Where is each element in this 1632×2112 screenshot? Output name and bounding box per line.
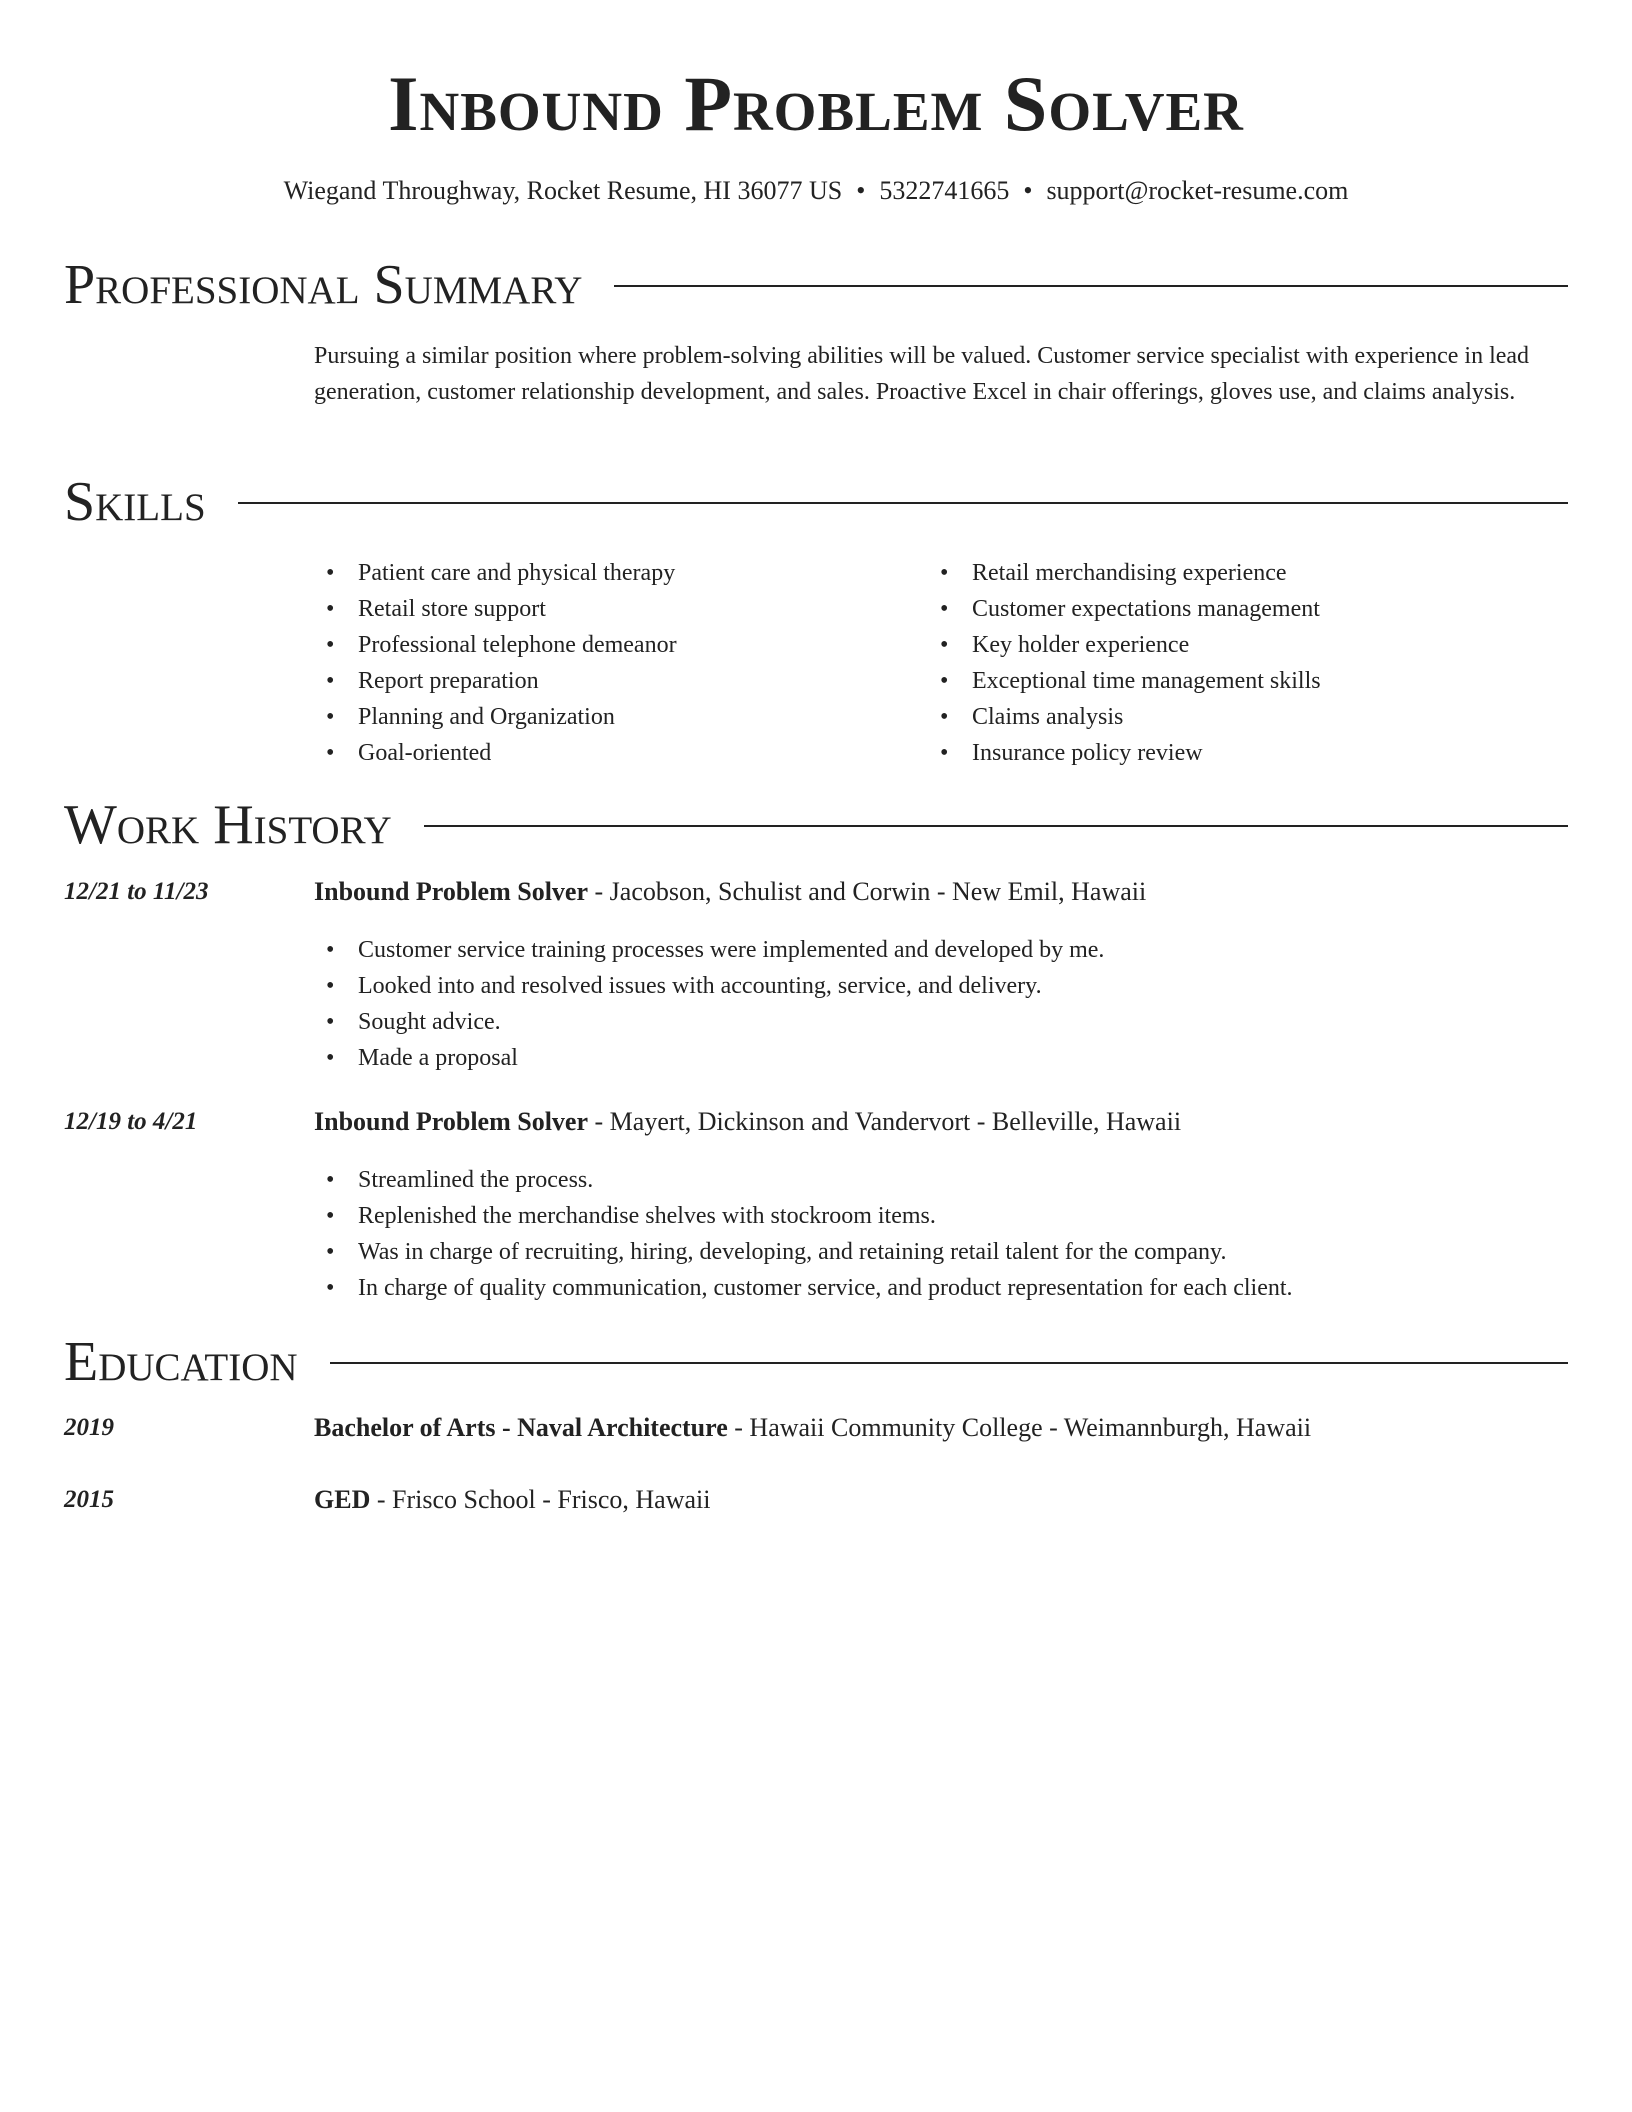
job-bullet: • Made a proposal — [314, 1040, 1564, 1076]
job-dates: 12/19 to 4/21 — [64, 1108, 198, 1135]
job-bullet: • Looked into and resolved issues with accounting, service, and delivery. — [314, 968, 1564, 1004]
job-bullet: • Was in charge of recruiting, hiring, developing, and retaining retail talent for the company. — [314, 1234, 1564, 1270]
contact-separator: • — [856, 176, 866, 205]
education-year: 2019 — [64, 1414, 114, 1441]
job-bullets — [314, 1162, 1564, 1306]
section-title: Professional Summary — [64, 254, 583, 316]
email: support@rocket-resume.com — [1046, 176, 1349, 205]
section-title: Education — [64, 1331, 298, 1393]
job-position: Inbound Problem Solver — [314, 877, 589, 906]
skill-item: • Insurance policy review — [928, 735, 1528, 771]
skill-item: • Retail merchandising experience — [928, 555, 1528, 591]
skill-item: • Key holder experience — [928, 627, 1528, 663]
education-degree: GED — [314, 1485, 371, 1514]
section-title: Work History — [64, 794, 392, 856]
skills-list-right — [928, 555, 1528, 771]
skill-item: • Customer expectations management — [928, 591, 1528, 627]
summary-text: Pursuing a similar position where problem-solving abilities will be valued. Customer service specialist with experience in lead generation, customer relationship development, and sales. Proactive Excel in chair offerings, gloves use, and claims analysis. — [314, 343, 1530, 405]
job-heading — [314, 875, 1146, 909]
skill-item: • Exceptional time management skills — [928, 663, 1528, 699]
section-divider — [614, 285, 1568, 287]
job-bullets — [314, 932, 1564, 1076]
contact-separator: • — [1023, 176, 1033, 205]
contact-line — [0, 174, 1632, 208]
job-employer: - Mayert, Dickinson and Vandervort - Belleville, Hawaii — [588, 1107, 1182, 1136]
education-section-header — [64, 1330, 1568, 1394]
skill-item: • Report preparation — [314, 663, 914, 699]
section-divider — [330, 1362, 1568, 1364]
job-employer: - Jacobson, Schulist and Corwin - New Emil, Hawaii — [588, 877, 1147, 906]
job-bullet: • Streamlined the process. — [314, 1162, 1564, 1198]
education-heading — [314, 1483, 710, 1517]
phone: 5322741665 — [879, 176, 1010, 205]
education-school: - Hawaii Community College - Weimannburgh, Hawaii — [727, 1413, 1312, 1442]
job-bullet: • Replenished the merchandise shelves with stockroom items. — [314, 1198, 1564, 1234]
candidate-name: Inbound Problem Solver — [388, 60, 1244, 147]
education-school: - Frisco School - Frisco, Hawaii — [370, 1485, 711, 1514]
skills-list-left — [314, 555, 914, 771]
job-dates: 12/21 to 11/23 — [64, 878, 209, 905]
job-position: Inbound Problem Solver — [314, 1107, 589, 1136]
education-degree: Bachelor of Arts - Naval Architecture — [314, 1413, 728, 1442]
skill-item: • Retail store support — [314, 591, 914, 627]
skills-section-header — [64, 470, 1568, 534]
skill-item: • Professional telephone demeanor — [314, 627, 914, 663]
section-divider — [238, 502, 1568, 504]
education-year: 2015 — [64, 1486, 114, 1513]
summary-section-header — [64, 253, 1568, 317]
address: Wiegand Throughway, Rocket Resume, HI 36077 US — [283, 176, 843, 205]
job-heading — [314, 1105, 1181, 1139]
section-divider — [424, 825, 1568, 827]
education-heading — [314, 1411, 1311, 1445]
job-bullet: • Sought advice. — [314, 1004, 1564, 1040]
job-bullet: • In charge of quality communication, customer service, and product representation for each client. — [314, 1270, 1564, 1306]
skill-item: • Planning and Organization — [314, 699, 914, 735]
skill-item: • Claims analysis — [928, 699, 1528, 735]
job-bullet: • Customer service training processes were implemented and developed by me. — [314, 932, 1564, 968]
work-section-header — [64, 793, 1568, 857]
section-title: Skills — [64, 471, 206, 533]
skill-item: • Goal-oriented — [314, 735, 914, 771]
skill-item: • Patient care and physical therapy — [314, 555, 914, 591]
